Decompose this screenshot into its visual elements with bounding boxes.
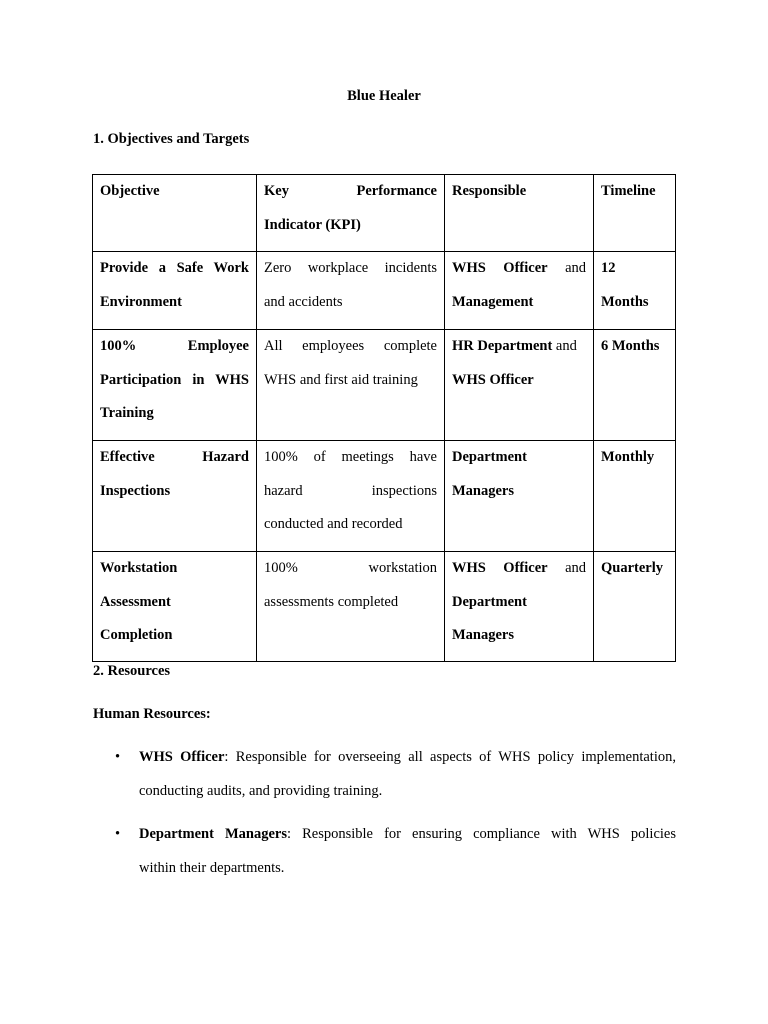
header-kpi-line1: Key Performance bbox=[264, 183, 437, 199]
objectives-table bbox=[92, 174, 676, 662]
role-description: : Responsible for ensuring compliance with WHS policies bbox=[287, 826, 676, 842]
cell-line: Monthly bbox=[601, 449, 655, 465]
cell-line: and accidents bbox=[264, 293, 343, 310]
header-objective: Objective bbox=[93, 175, 257, 252]
cell-timeline bbox=[594, 552, 676, 662]
cell-line: Completion bbox=[100, 627, 173, 643]
responsible-conjunction: and bbox=[552, 338, 577, 354]
bullet-icon: • bbox=[115, 749, 121, 765]
role-description: : Responsible for overseeing all aspects of WHS policy implementation, bbox=[224, 749, 676, 765]
role-name: Department Managers bbox=[139, 826, 287, 842]
responsible-name: Managers bbox=[452, 482, 515, 499]
role-description-cont: within their departments. bbox=[139, 859, 285, 876]
cell-line: Participation in WHS bbox=[100, 371, 249, 388]
cell-line bbox=[452, 552, 586, 586]
cell-kpi bbox=[257, 330, 445, 441]
cell-responsible bbox=[445, 252, 594, 330]
responsible-name: Management bbox=[452, 293, 534, 310]
cell-line: WHS and first aid training bbox=[264, 371, 418, 388]
responsible-conjunction: and bbox=[547, 560, 586, 576]
cell-objective bbox=[93, 552, 257, 662]
cell-line bbox=[139, 818, 676, 852]
responsible-name: WHS Officer bbox=[452, 260, 548, 276]
role-name: WHS Officer bbox=[139, 749, 225, 765]
cell-line: 100% workstation bbox=[264, 560, 437, 576]
table-row bbox=[93, 552, 676, 662]
responsible-name: HR Department bbox=[452, 338, 553, 354]
cell-line: conducted and recorded bbox=[264, 516, 403, 532]
cell-objective bbox=[93, 441, 257, 552]
header-timeline: Timeline bbox=[594, 175, 676, 252]
cell-timeline bbox=[594, 252, 676, 330]
header-kpi-line2: Indicator (KPI) bbox=[264, 216, 361, 233]
cell-objective bbox=[93, 330, 257, 441]
list-item bbox=[93, 818, 676, 885]
responsible-name: Department bbox=[452, 593, 527, 610]
cell-line: All employees complete bbox=[264, 338, 437, 354]
cell-line: 100% of meetings have bbox=[264, 449, 437, 465]
cell-line bbox=[452, 330, 586, 364]
list-item bbox=[93, 741, 676, 808]
cell-line: Training bbox=[100, 405, 154, 421]
cell-line: assessments completed bbox=[264, 593, 399, 610]
subheading-human-resources: Human Resources: bbox=[93, 706, 211, 722]
cell-line: 6 Months bbox=[601, 338, 660, 354]
bullet-icon: • bbox=[115, 826, 121, 842]
cell-responsible bbox=[445, 552, 594, 662]
cell-line: Effective Hazard bbox=[100, 449, 249, 465]
cell-line: Environment bbox=[100, 293, 182, 310]
header-responsible: Responsible bbox=[445, 175, 594, 252]
responsible-name: WHS Officer bbox=[452, 371, 534, 388]
responsible-name: Department bbox=[452, 449, 527, 465]
human-resources-list bbox=[93, 741, 676, 885]
cell-objective bbox=[93, 252, 257, 330]
cell-responsible bbox=[445, 441, 594, 552]
responsible-conjunction: and bbox=[547, 260, 586, 276]
cell-line: Assessment bbox=[100, 593, 171, 610]
cell-responsible bbox=[445, 330, 594, 441]
cell-kpi bbox=[257, 441, 445, 552]
cell-line: Quarterly bbox=[601, 560, 664, 576]
table-header-row bbox=[93, 175, 676, 252]
cell-line: Inspections bbox=[100, 482, 171, 499]
cell-kpi bbox=[257, 252, 445, 330]
document-title: Blue Healer bbox=[347, 88, 421, 104]
cell-line: Zero workplace incidents bbox=[264, 260, 437, 276]
section-heading-objectives: 1. Objectives and Targets bbox=[93, 131, 250, 147]
table-row bbox=[93, 441, 676, 552]
cell-line bbox=[139, 741, 676, 775]
cell-timeline bbox=[594, 441, 676, 552]
cell-line: hazard inspections bbox=[264, 482, 437, 499]
table-row bbox=[93, 330, 676, 441]
role-description-cont: conducting audits, and providing training. bbox=[139, 782, 383, 799]
cell-line: Workstation bbox=[100, 560, 178, 576]
responsible-name: WHS Officer bbox=[452, 560, 548, 576]
header-kpi bbox=[257, 175, 445, 252]
cell-timeline bbox=[594, 330, 676, 441]
section-heading-resources: 2. Resources bbox=[93, 663, 171, 679]
cell-line bbox=[452, 252, 586, 286]
responsible-name: Managers bbox=[452, 627, 515, 643]
cell-line: Provide a Safe Work bbox=[100, 260, 249, 276]
cell-line: 100% Employee bbox=[100, 338, 249, 354]
cell-line: Months bbox=[601, 293, 649, 310]
cell-kpi bbox=[257, 552, 445, 662]
table-row bbox=[93, 252, 676, 330]
cell-line: 12 bbox=[601, 260, 616, 276]
